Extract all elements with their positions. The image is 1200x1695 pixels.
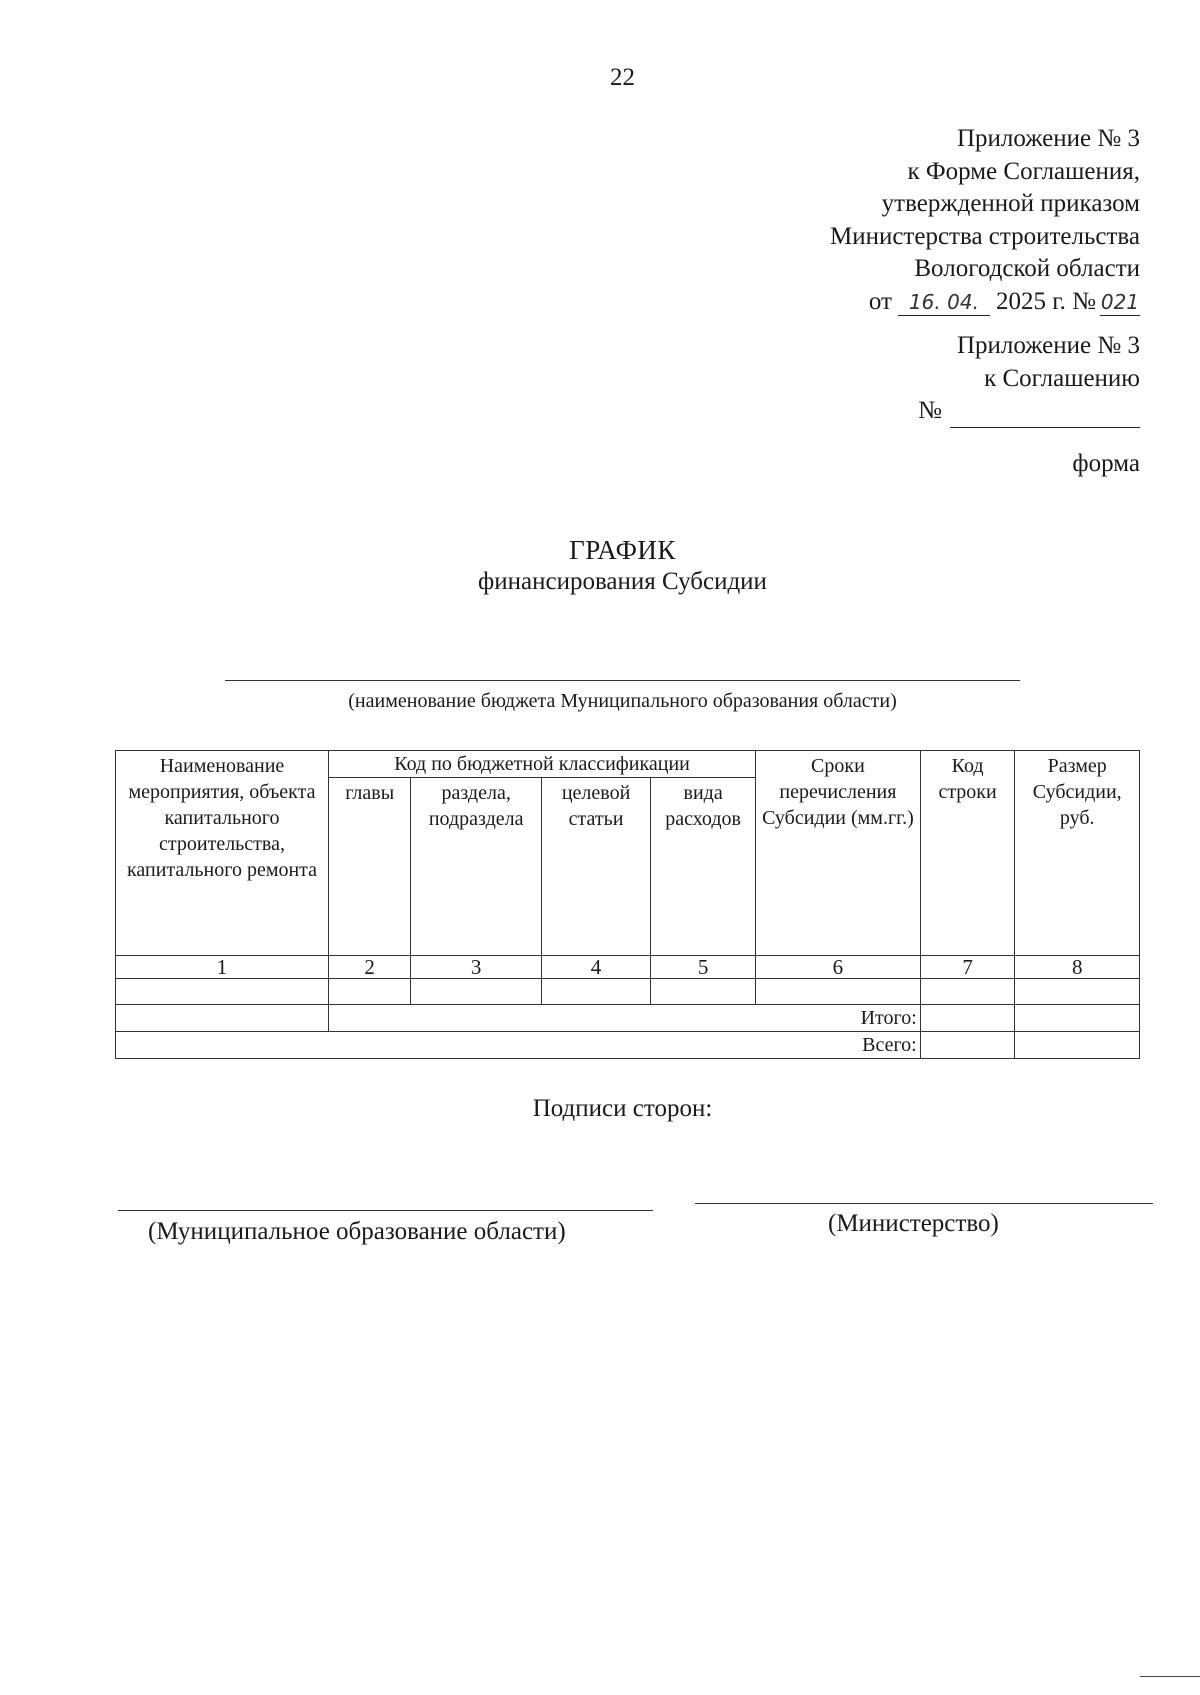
table-header-row: [116, 751, 1140, 778]
table-cell: [542, 979, 651, 1005]
budget-name-blank: [225, 680, 1020, 681]
header-budget-code-group: Код по бюджетной классификации: [329, 751, 756, 778]
municipality-signature-line: [118, 1210, 653, 1211]
total-label: Всего:: [116, 1032, 921, 1059]
table-cell: [920, 1032, 1015, 1059]
column-number: 3: [411, 956, 542, 979]
date-prefix: от: [868, 287, 892, 315]
approval-line: к Форме Соглашения,: [907, 157, 1140, 185]
column-number: 8: [1015, 956, 1140, 979]
agreement-line: Приложение № 3: [956, 332, 1140, 359]
table-cell: [329, 979, 411, 1005]
document-subtitle: финансирования Субсидии: [478, 568, 767, 595]
agreement-number-blank: [950, 401, 1140, 428]
handwritten-order-number: 021: [1100, 289, 1140, 314]
table-cell: [1015, 1005, 1140, 1032]
corner-mark: [1140, 1676, 1200, 1677]
number-label: №: [918, 397, 942, 424]
table-cell: [920, 979, 1015, 1005]
document-title: ГРАФИК: [569, 535, 676, 565]
page-number: 22: [610, 64, 635, 91]
header-event-name: Наименование мероприятия, объекта капитального строительства, капитального ремонта: [116, 751, 329, 956]
table-cell: [1015, 979, 1140, 1005]
agreement-block: [918, 330, 1140, 428]
table-cell: [651, 979, 756, 1005]
subtotal-label: Итого:: [329, 1005, 921, 1032]
column-number: 1: [116, 956, 329, 979]
column-number: 6: [756, 956, 921, 979]
approval-line: Вологодской области: [914, 255, 1140, 282]
approval-line: Министерства строительства: [829, 222, 1140, 250]
header-transfer-terms: Сроки перечисления Субсидии (мм.гг.): [756, 751, 921, 956]
column-number: 4: [542, 956, 651, 979]
budget-caption: (наименование бюджета Муниципального образования области): [348, 690, 897, 712]
header-expense-type: вида расходов: [651, 778, 756, 956]
table-row: [116, 979, 1140, 1005]
header-chapter: главы: [329, 778, 411, 956]
form-label: форма: [1072, 450, 1140, 477]
agreement-line: к Соглашению: [984, 364, 1140, 392]
approval-line: утвержденной приказом: [881, 190, 1140, 217]
approval-block: [830, 123, 1140, 318]
table-cell: [411, 979, 542, 1005]
header-target-article: целевой статьи: [542, 778, 651, 956]
table-cell: [920, 1005, 1015, 1032]
handwritten-date: 16. 04.: [898, 289, 990, 316]
total-row: [116, 1032, 1140, 1059]
ministry-signature-caption: (Министерство): [828, 1210, 999, 1237]
agreement-number-line: [918, 395, 1140, 428]
column-number-row: [116, 956, 1140, 979]
approval-line: Приложение № 3: [956, 125, 1140, 152]
approval-date-line: [830, 286, 1140, 319]
header-row-code: Код строки: [920, 751, 1015, 956]
header-subsidy-amount: Размер Субсидии, руб.: [1015, 751, 1140, 956]
table-cell: [116, 979, 329, 1005]
header-section: раздела, подраздела: [411, 778, 542, 956]
table-cell: [756, 979, 921, 1005]
financing-schedule-table: [115, 750, 1140, 1059]
ministry-signature-line: [695, 1203, 1153, 1204]
municipality-signature-caption: (Муниципальное образование области): [148, 1218, 566, 1245]
table-cell: [116, 1005, 329, 1032]
table-cell: [1015, 1032, 1140, 1059]
column-number: 7: [920, 956, 1015, 979]
subtotal-row: [116, 1005, 1140, 1032]
signatures-heading: Подписи сторон:: [532, 1095, 713, 1122]
year-text: 2025 г. №: [995, 287, 1096, 315]
column-number: 2: [329, 956, 411, 979]
column-number: 5: [651, 956, 756, 979]
